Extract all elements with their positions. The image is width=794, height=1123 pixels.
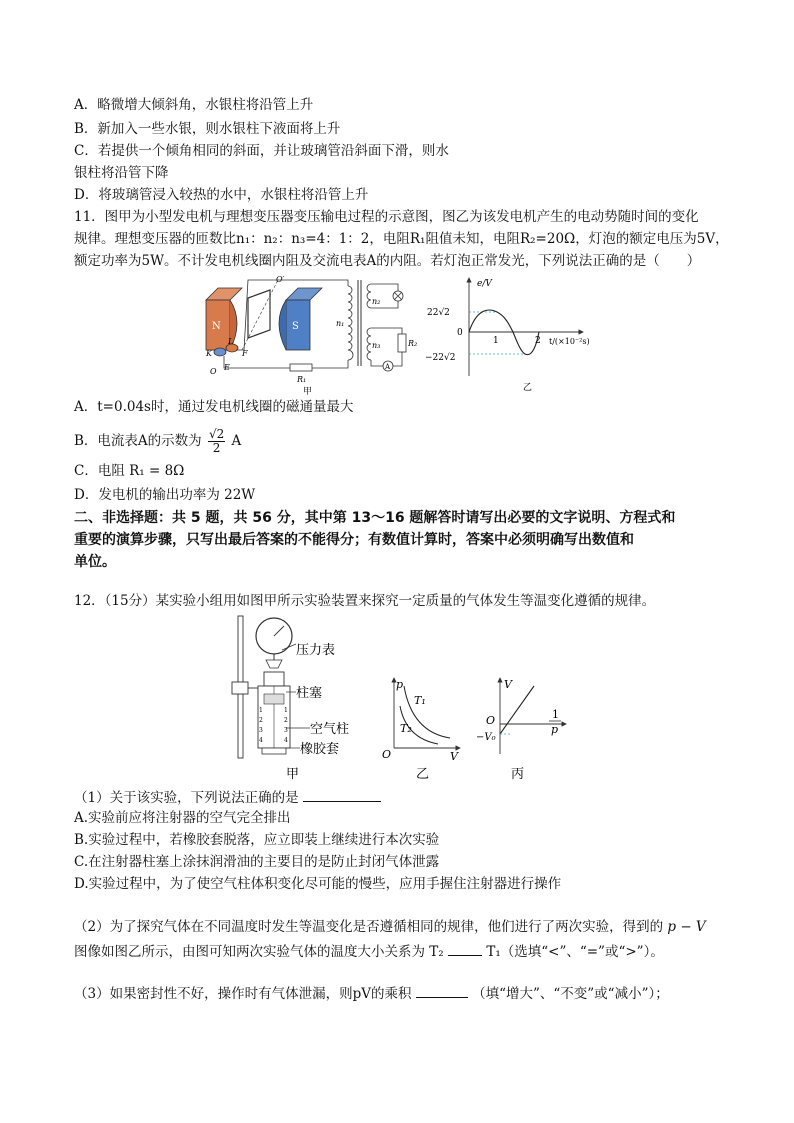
q11-option-b-fraction [208,428,225,455]
section2-line2: 重要的演算步骤，只写出最后答案的不能得分；有数值计算时，答案中必须明确写出数值和 [74,532,634,548]
svg-text:3: 3 [284,727,288,734]
q12-sub2-text2: 图像如图乙所示，由图可知两次实验气体的温度大小关系为 T₂ [74,944,444,960]
svg-text:1: 1 [284,707,288,714]
coil-n3-label: n₃ [372,341,381,350]
air-column-label: 空气柱 [310,722,350,737]
axis-o-prime-label: O′ [276,275,285,284]
brush-l-label: L [228,337,234,346]
magnet-s-label: S [292,321,299,332]
tick-t1: 1 [493,336,499,346]
coil-n2-label: n₂ [372,297,381,306]
tick-zero: 0 [457,328,463,338]
brush-k-label: K [206,349,212,358]
answer-blank-1[interactable] [303,787,381,802]
resistor-r2-label: R₂ [408,339,418,348]
vp-intercept-label: −V₀ [476,732,496,743]
q12-sub2-pv: p − V [667,919,706,935]
pv-axis-p: p [396,678,404,691]
q11-stem-line3: 额定功率为5W。不计发电机线圈内阻及交流电表A的内阻。若灯泡正常发光，下列说法正确的是（ ） [74,253,701,269]
q12-sub3-text1: （3）如果密封性不好，操作时有气体泄漏，则pV的乘积 [74,986,412,1002]
q11-option-a: A．t=0.04s时，通过发电机线圈的磁通量最大 [74,399,354,415]
q11-stem-line1: 11．图甲为小型发电机与理想变压器变压输电过程的示意图，图乙为该发电机产生的电动势随时间的变化 [74,209,699,225]
figure-jia-caption-q12: 甲 [286,767,300,782]
figure-yi-caption-q12: 乙 [416,767,430,782]
svg-text:1: 1 [259,707,263,714]
vp-axis-x-den: p [551,723,559,736]
q12-sub1 [74,787,381,807]
vp-origin: O [486,714,496,727]
q11-option-b-prefix: B．电流表A的示数为 [74,433,202,449]
isotherm-t1-label: T₁ [414,694,426,707]
resistor-r2 [398,334,406,352]
vp-axis-v: V [504,678,512,691]
terminal-e-label: E [224,363,230,372]
q11-option-c: C．电阻 R₁ = 8Ω [74,463,185,479]
tick-22sqrt2: 22√2 [427,308,450,318]
q10-option-a: A．略微增大倾斜角，水银柱将沿管上升 [74,97,314,113]
section2-line3: 单位。 [74,554,116,570]
pv-origin: O [382,748,392,761]
rubber-cap-label: 橡胶套 [300,742,340,757]
isotherm-t2-label: T₂ [400,722,412,735]
q12-sub1-option-b: B.实验过程中，若橡胶套脱落，应立即装上继续进行本次实验 [74,832,440,848]
ammeter-label: A [385,363,391,371]
fraction-numerator: √2 [208,427,225,441]
figure-bing-caption: 丙 [511,767,525,782]
tick-minus-22sqrt2: −22√2 [425,353,456,363]
q10-option-d: D．将玻璃管浸入较热的水中，水银柱将沿管上升 [74,187,369,203]
fraction-denominator: 2 [212,441,221,455]
q10-option-b: B．新加入一些水银，则水银柱下液面将上升 [74,121,341,137]
generator-transformer-figure [198,270,418,395]
terminal-f-label: F [242,349,248,358]
q12-sub3 [74,983,669,1003]
q12-sub2-text1: （2）为了探究气体在不同温度时发生等温变化是否遵循相同的规律，他们进行了两次实验，得到的 [74,919,664,935]
gas-experiment-figure [228,614,578,784]
answer-blank-3[interactable] [416,983,468,998]
emf-time-graph [425,272,590,394]
answer-blank-2[interactable] [448,941,482,956]
q12-sub1-text: （1）关于该实验，下列说法正确的是 [74,790,299,806]
figure-jia-caption: 甲 [303,387,313,395]
gauge-label: 压力表 [296,643,336,658]
q11-option-b-unit: A [231,433,242,449]
svg-text:3: 3 [259,727,263,734]
vp-axis-x-num: 1 [552,708,559,721]
q12-sub2-text3: T₁（选填“<”、“=”或“>”）。 [486,944,664,960]
axis-e-label: e/V [477,279,492,289]
q12-sub1-option-c: C.在注射器柱塞上涂抹润滑油的主要目的是防止封闭气体泄露 [74,854,440,870]
axis-t-label: t/(×10⁻²s) [549,337,590,346]
svg-text:4: 4 [284,737,288,744]
vp-line [500,686,534,734]
q12-sub2-line1 [74,918,706,936]
tick-t2: 2 [535,336,541,346]
svg-text:4: 4 [259,737,263,744]
section2-line1: 二、非选择题：共 5 题，共 56 分，其中第 13～16 题解答时请写出必要的文字说明、方程式和 [74,510,676,526]
q11-option-d: D．发电机的输出功率为 22W [74,487,256,503]
q12-sub1-option-d: D.实验过程中，为了使空气柱体积变化尽可能的慢些，应用手握住注射器进行操作 [74,876,562,892]
q11-stem-line2: 规律。理想变压器的匝数比n₁：n₂：n₃=4：1：2，电阻R₁阻值未知，电阻R₂=20Ω，灯泡的额定电压为5V， [74,231,729,247]
q11-option-b [74,428,241,455]
magnet-n-label: N [212,321,221,332]
q12-sub1-option-a: A.实验前应将注射器的空气完全排出 [74,810,291,826]
q12-sub2-line2 [74,941,664,961]
q10-option-c-line1: C．若提供一个倾角相同的斜面，并让玻璃管沿斜面下滑，则水 [74,143,449,159]
resistor-r1-label: R₁ [297,375,307,384]
resistor-r1 [290,364,312,371]
q12-stem: 12．（15分）某实验小组用如图甲所示实验装置来探究一定质量的气体发生等温变化遵循的规律。 [74,593,656,609]
axis-o-label: O [210,367,217,376]
q12-sub3-text2: （填“增大”、“不变”或“减小”）； [472,986,669,1002]
q10-option-c-line2: 银柱将沿管下降 [74,165,169,181]
plunger-label: 柱塞 [296,686,323,701]
coil-n1-label: n₁ [336,319,345,328]
svg-text:2: 2 [259,717,263,724]
pv-axis-v: V [450,750,458,763]
svg-text:2: 2 [284,717,288,724]
figure-yi-caption: 乙 [523,383,533,393]
